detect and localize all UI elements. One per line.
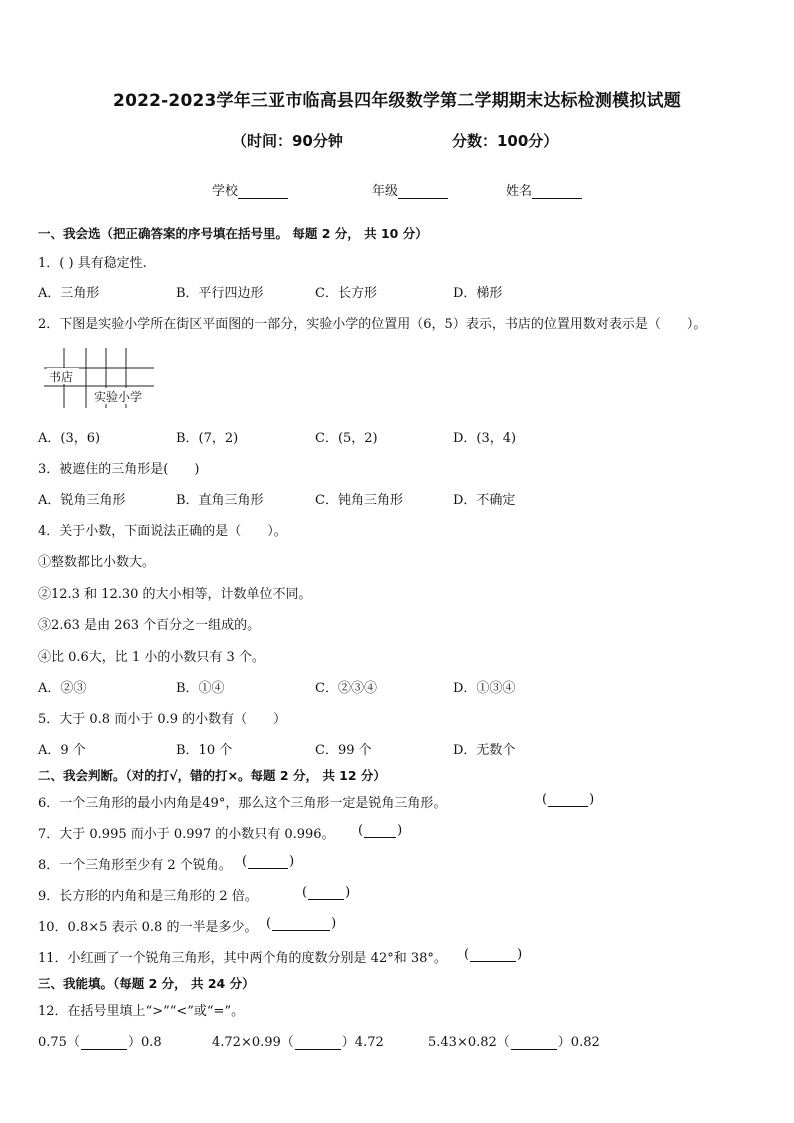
compare-2-left: 4.72×0.99（	[212, 1035, 294, 1050]
q2-stem: 2．下图是实验小学所在街区平面图的一部分，实验小学的位置用（6，5）表示，书店的位置用数对表示是（ ）。	[38, 317, 707, 332]
name-label: 姓名	[506, 184, 533, 199]
compare-2-blank[interactable]	[295, 1037, 341, 1050]
q1-option-b[interactable]: B．平行四边形	[176, 286, 264, 301]
q10-stem: 10．0.8×5 表示 0.8 的一半是多少。	[38, 920, 258, 935]
compare-2	[212, 1031, 384, 1050]
q4-option-c[interactable]: C．②③④	[315, 681, 377, 696]
map-label-school: 实验小学	[94, 390, 143, 404]
section3-heading: 三、我能填。（每题 2 分， 共 24 分）	[38, 976, 255, 991]
school-label: 学校	[212, 184, 239, 199]
q1-stem: 1．( ) 具有稳定性.	[38, 256, 147, 271]
q3-stem: 3．被遮住的三角形是( )	[38, 462, 200, 477]
q4-option-b[interactable]: B．①④	[176, 681, 225, 696]
compare-1-left: 0.75（	[38, 1035, 80, 1050]
q6-stem: 6．一个三角形的最小内角是49°，那么这个三角形一定是锐角三角形。	[38, 796, 447, 811]
q11-answer[interactable]: ( )	[464, 947, 523, 962]
q1-option-d[interactable]: D．梯形	[453, 286, 503, 301]
section2-heading: 二、我会判断。（对的打√，错的打×。每题 2 分， 共 12 分）	[38, 768, 386, 783]
q7-answer[interactable]: ( )	[358, 823, 403, 838]
street-map	[44, 346, 164, 412]
school-field	[212, 180, 288, 199]
q5-option-d[interactable]: D．无数个	[453, 743, 516, 758]
q10-answer[interactable]: ( )	[266, 916, 337, 931]
q2-option-d[interactable]: D．(3，4)	[453, 431, 517, 446]
q3-option-c[interactable]: C．钝角三角形	[315, 493, 403, 508]
q6-answer[interactable]: ( )	[542, 792, 595, 807]
compare-3-left: 5.43×0.82（	[428, 1035, 510, 1050]
q9-stem: 9．长方形的内角和是三角形的 2 倍。	[38, 889, 258, 904]
grade-field	[372, 180, 448, 199]
q4-statement-3: ③2.63 是由 263 个百分之一组成的。	[38, 618, 261, 633]
compare-3-right: ）0.82	[557, 1035, 600, 1050]
compare-2-right: ）4.72	[341, 1035, 384, 1050]
q4-option-a[interactable]: A．②③	[38, 681, 87, 696]
q3-option-d[interactable]: D．不确定	[453, 493, 516, 508]
q8-answer[interactable]: ( )	[242, 854, 295, 869]
q5-stem: 5．大于 0.8 而小于 0.9 的小数有（ ）	[38, 712, 287, 727]
q3-option-a[interactable]: A．锐角三角形	[38, 493, 126, 508]
q4-statement-2: ②12.3 和 12.30 的大小相等，计数单位不同。	[38, 587, 312, 602]
section1-heading: 一、我会选（把正确答案的序号填在括号里。 每题 2 分， 共 10 分）	[38, 226, 428, 241]
q2-option-b[interactable]: B．(7，2)	[176, 431, 239, 446]
q2-option-a[interactable]: A．(3，6)	[38, 431, 101, 446]
total-score: 分数：100分）	[452, 132, 559, 150]
compare-1-right: ）0.8	[127, 1035, 162, 1050]
q2-option-c[interactable]: C．(5，2)	[315, 431, 378, 446]
name-field	[506, 180, 582, 199]
q7-stem: 7．大于 0.995 而小于 0.997 的小数只有 0.996。	[38, 827, 335, 842]
q3-option-b[interactable]: B．直角三角形	[176, 493, 264, 508]
compare-3	[428, 1031, 600, 1050]
grade-blank[interactable]	[398, 184, 448, 199]
q5-option-a[interactable]: A．9 个	[38, 743, 86, 758]
exam-title: 2022-2023学年三亚市临高县四年级数学第二学期期末达标检测模拟试题	[113, 91, 681, 111]
compare-1-blank[interactable]	[81, 1037, 127, 1050]
time-limit: （时间：90分钟	[232, 132, 343, 150]
q1-option-c[interactable]: C．长方形	[315, 286, 377, 301]
q4-option-d[interactable]: D．①③④	[453, 681, 516, 696]
q4-statement-1: ①整数都比小数大。	[38, 555, 156, 570]
grade-label: 年级	[372, 184, 399, 199]
q5-option-c[interactable]: C．99 个	[315, 743, 372, 758]
q4-statement-4: ④比 0.6大，比 1 小的小数只有 3 个。	[38, 650, 265, 665]
q9-answer[interactable]: ( )	[302, 885, 351, 900]
compare-3-blank[interactable]	[511, 1037, 557, 1050]
q11-stem: 11．小红画了一个锐角三角形，其中两个角的度数分别是 42°和 38°。	[38, 951, 447, 966]
map-label-store: 书店	[49, 370, 74, 384]
name-blank[interactable]	[532, 184, 582, 199]
q4-stem: 4．关于小数，下面说法正确的是（ ）。	[38, 524, 287, 539]
q5-option-b[interactable]: B．10 个	[176, 743, 233, 758]
q12-stem: 12．在括号里填上“>”“<”或“=”。	[38, 1004, 245, 1019]
q8-stem: 8．一个三角形至少有 2 个锐角。	[38, 858, 232, 873]
school-blank[interactable]	[238, 184, 288, 199]
q1-option-a[interactable]: A．三角形	[38, 286, 100, 301]
compare-1	[38, 1031, 162, 1050]
